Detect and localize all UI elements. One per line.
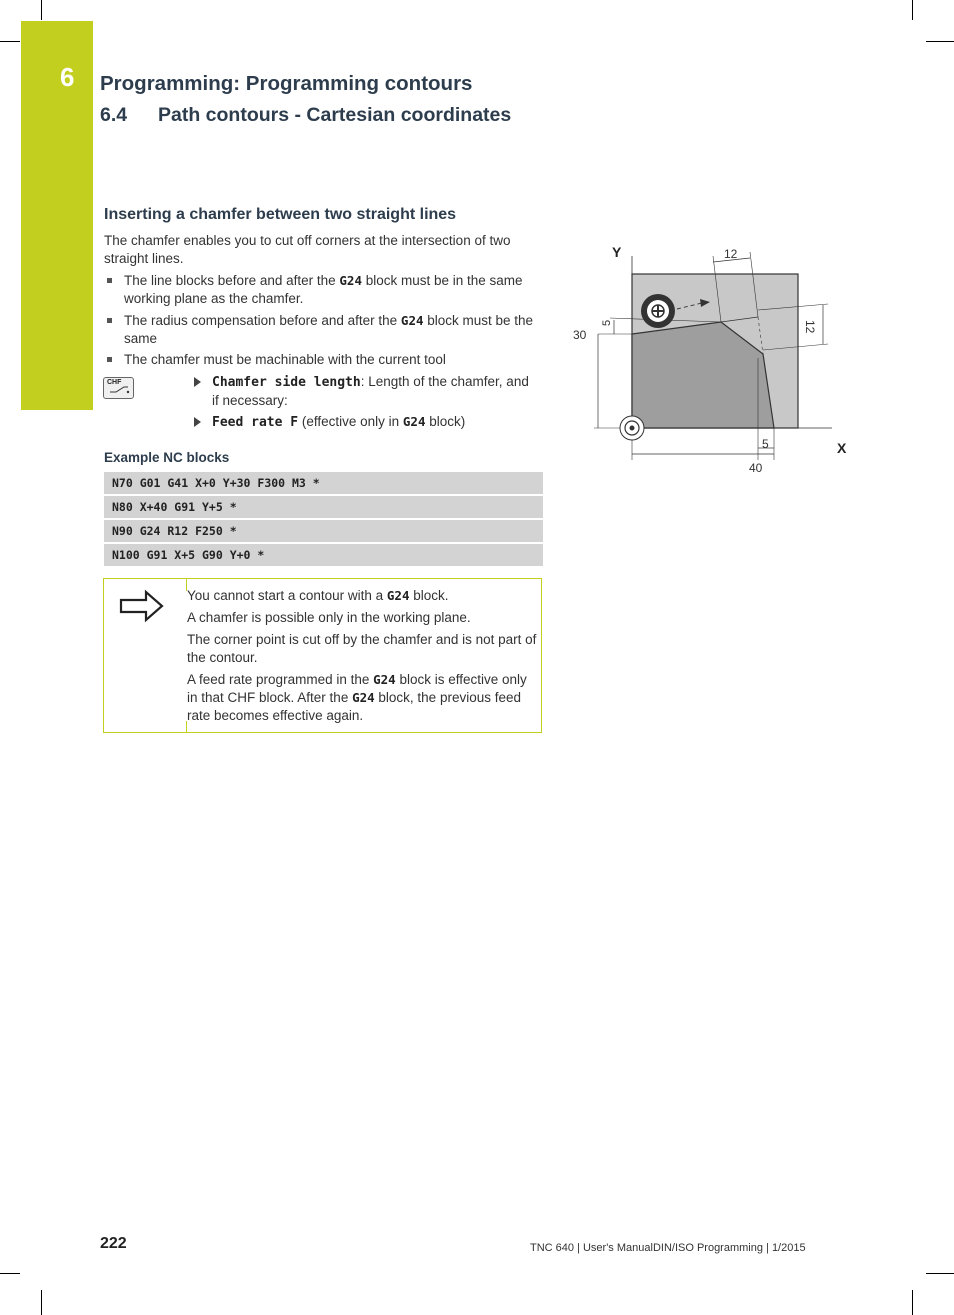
nc-block-row: N70 G01 G41 X+0 Y+30 F300 M3 * <box>104 472 543 494</box>
bullet-square-icon <box>107 278 112 283</box>
bullet-square-icon <box>107 357 112 362</box>
heading-chamfer: Inserting a chamfer between two straight lines <box>104 206 457 223</box>
chapter-title: Programming: Programming contours <box>100 72 473 95</box>
crop-mark <box>926 41 954 42</box>
dim-top-12: 12 <box>724 247 738 261</box>
crop-mark <box>41 0 42 20</box>
page-number: 222 <box>100 1235 127 1252</box>
x-axis-label: X <box>837 440 847 456</box>
footer-text: TNC 640 | User's ManualDIN/ISO Programming | 1/2015 <box>530 1242 806 1254</box>
y-axis-label: Y <box>612 244 622 260</box>
example-title: Example NC blocks <box>104 450 230 465</box>
softkey-label: CHF <box>107 379 122 386</box>
crop-mark <box>0 41 20 42</box>
nc-blocks-table <box>104 472 543 568</box>
intro-paragraph: The chamfer enables you to cut off corners at the intersection of two straight lines. <box>104 233 511 266</box>
arrow-right-icon <box>194 377 201 387</box>
section-title-text: Path contours - Cartesian coordinates <box>158 104 512 126</box>
code-g24: G24 <box>339 273 362 288</box>
crop-mark <box>912 1290 913 1315</box>
arrow-right-icon <box>194 417 201 427</box>
crop-mark <box>41 1290 42 1315</box>
nc-block-row: N80 X+40 G91 Y+5 * <box>104 496 543 518</box>
chamfer-diagram <box>570 238 860 478</box>
note-box <box>103 578 542 733</box>
note-arrow-icon <box>118 589 166 623</box>
dim-bottom-5: 5 <box>762 437 769 451</box>
dim-left-30: 30 <box>573 328 587 342</box>
chf-softkey-icon <box>103 377 134 399</box>
nc-block-row: N100 G91 X+5 G90 Y+0 * <box>104 544 543 566</box>
section-number: 6.4 <box>100 104 128 126</box>
dim-bottom-40: 40 <box>749 461 763 475</box>
code-g24: G24 <box>400 313 424 328</box>
chamfer-icon <box>104 378 133 398</box>
crop-mark <box>912 0 913 20</box>
milling-tool-icon <box>641 294 675 328</box>
chapter-number: 6 <box>60 62 75 92</box>
note-text: You cannot start a contour with a G24 block. A chamfer is possible only in the working plane. The corner point is cut off by the chamfer and is not part of the contour. A feed rate programmed in the G24 block is effective only in that CHF block. After the G24 block, the previous feed rate becomes effective again. <box>187 588 537 723</box>
crop-mark <box>0 1273 20 1274</box>
dim-left-5: 5 <box>601 319 613 326</box>
crop-mark <box>926 1273 954 1274</box>
dim-right-12: 12 <box>803 320 817 334</box>
chapter-tab <box>21 21 93 410</box>
bullet-square-icon <box>107 318 112 323</box>
section-title <box>100 104 511 127</box>
nc-block-row: N90 G24 R12 F250 * <box>104 520 543 542</box>
